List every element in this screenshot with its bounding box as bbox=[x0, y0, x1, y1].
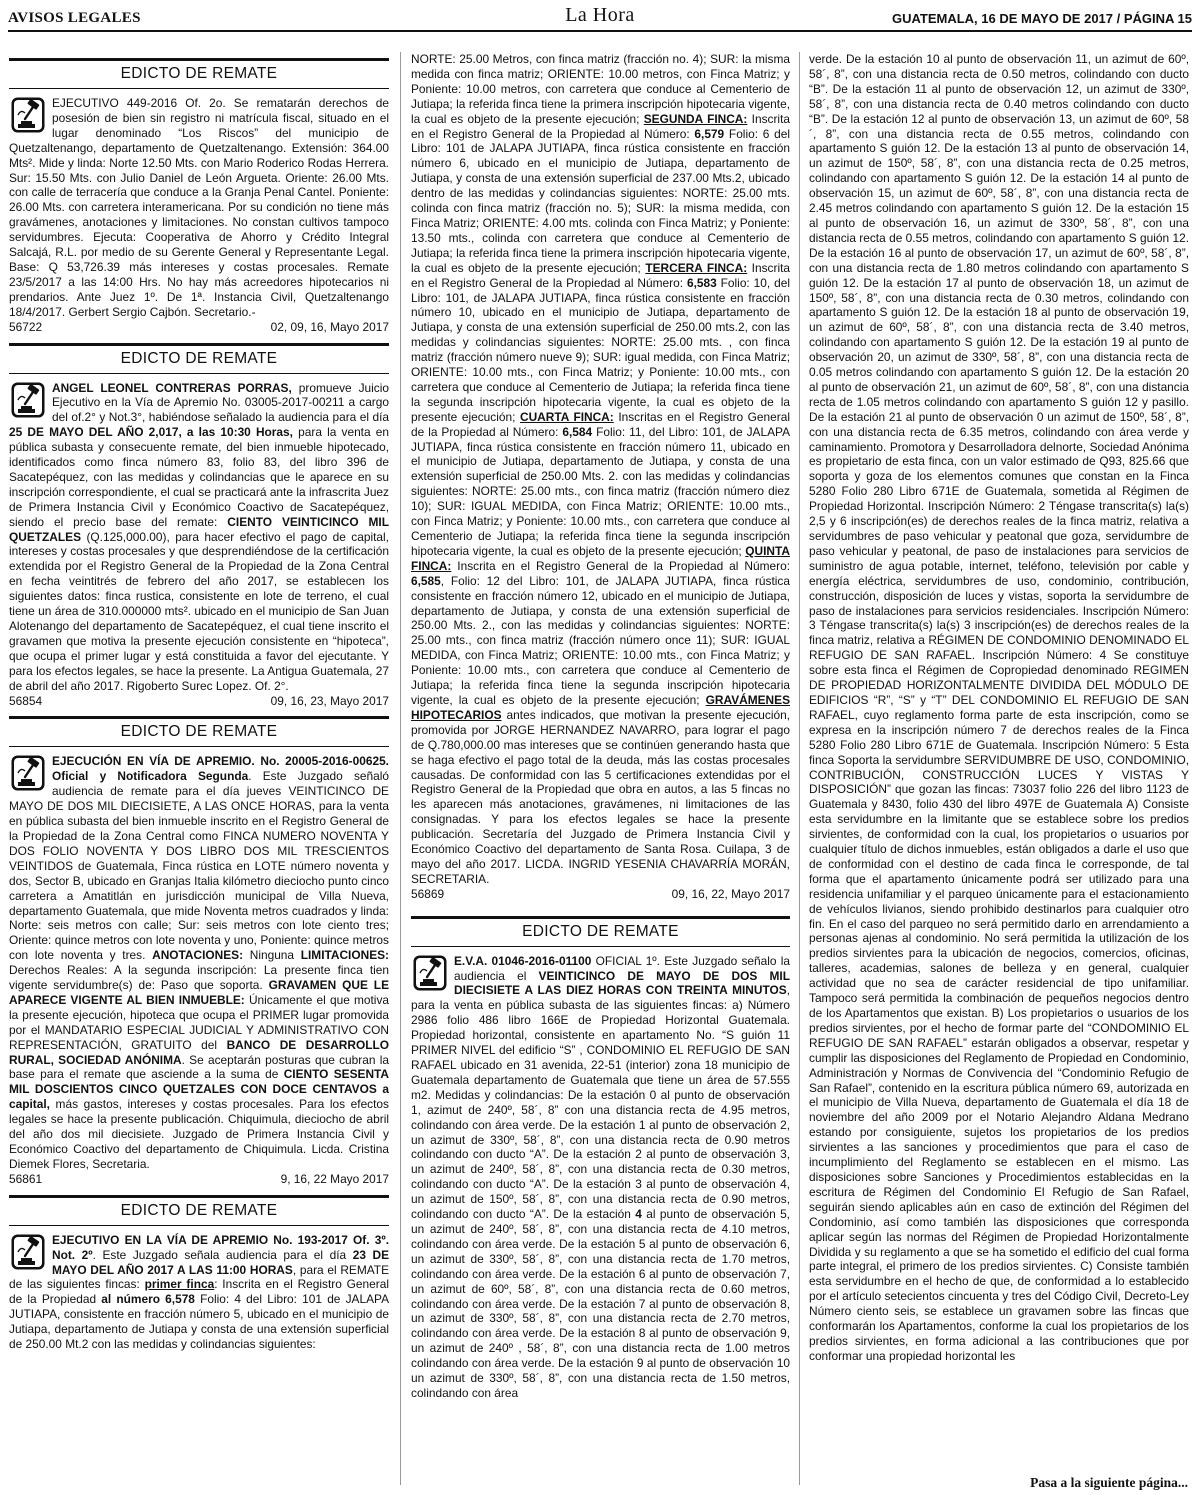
edict-title: EDICTO DE REMATE bbox=[9, 346, 389, 374]
section-title: AVISOS LEGALES bbox=[8, 9, 141, 26]
edict-ref: 56854 bbox=[9, 693, 43, 708]
newspaper-logo: La Hora bbox=[565, 4, 635, 26]
gavel-icon bbox=[11, 382, 45, 418]
continued-text: NORTE: 25.00 Metros, con finca matriz (fracción no. 4); SUR: la misma medida con finca matriz; ORIENTE: 10.00 metros, con Finca Matriz; y Poniente: 10.00 metros, con carretera que conduce al Cementerio de Jutiapa; la referida finca tiene la primera inscripción hipotecaria vigente, la cual es objeto de la presente ejecución; SEGUNDA FINCA: Inscrita en el Registro General de la Propiedad al Número: 6,579 Folio: 6 del Libro: 101 de JALAPA JUTIAPA, finca rústica consistente en fracción número 6, ubicado en el municipio de Jutiapa, departamento de Jutiapa, y consta de una extensión superficial de 237.00 Mts.2, ubicado dentro de las medidas y colindancias siguientes: NORTE: 25.00 mts. colinda con finca matriz (fracción no. 5); SUR: la misma medida, con Finca Matriz; ORIENTE: 4.00 mts. colinda con Finca Matriz; y Poniente: 13.50 mts., colinda con carretera que conduce al Cementerio de Jutiapa; la referida finca tiene la primera inscripción hipotecaria vigente, la cual es objeto de la presente ejecución; TERCERA FINCA: Inscrita en el Registro General de la Propiedad al Número: 6,583 Folio: 10, del Libro: 101, de JALAPA JUTIAPA, finca rústica consistente en fracción número 10, ubicado en el municipio de Jutiapa, departamento de Jutiapa, y consta de una extensión superficial de 250.00 mts.2, con las medidas y colindancias siguientes: NORTE: 25.00 mts. , con finca matriz (fracción número nueve 9); SUR: igual medida, con Finca Matriz; ORIENTE: 10.00 mts., con Finca Matriz; y Poniente: 10.00 mts., con carretera que conduce al Cementerio de Jutiapa; la referida finca tiene la segunda inscripción hipotecaria vigente, la cual es objeto de la presente ejecución; CUARTA FINCA: Inscritas en el Registro General de la Propiedad al Número: 6,584 Folio: 11, del Libro: 101, de JALAPA JUTIAPA, finca rústica consistente en fracción número 11, ubicado en el municipio de Jutiapa, departamento de Jutiapa, y consta de una extensión superficial de 250.00 Mts. 2. con las medidas y colindancias siguientes: NORTE: 25.00 mts., con finca matriz (fracción número diez 10); SUR: IGUAL MEDIDA, con Finca Matriz; ORIENTE: 10.00 mts., con Finca Matriz; y Poniente: 10.00 mts., con carretera que conduce al Cementerio de Jutiapa; la referida finca tiene la segunda inscripción hipotecaria vigente, la cual es objeto de la presente ejecución; QUINTA FINCA: Inscrita en el Registro General de la Propiedad al Número: 6,585, Folio: 12 del Libro: 101, de JALAPA JUTIAPA, finca rústica consistente en fracción número 12, ubicado en el municipio de Jutiapa, departamento de Jutiapa, y consta de una extensión superficial de 250.00 Mts. 2., con las medidas y colindancias siguientes: NORTE: 25.00 mts., con finca matriz (fracción número once 11); SUR: IGUAL MEDIDA, con Finca Matriz; ORIENTE: 10.00 mts., con Finca Matriz; y Poniente: 10.00 mts., con carretera que conduce al Cementerio de Jutiapa; la referida finca tiene la segunda inscripción hipotecaria vigente, la cual es objeto de la presente ejecución; GRAVÁMENES HIPOTECARIOS antes indicados, que motivan la presente ejecución, promovida por JORGE HERNANDEZ NAVARRO, para lograr el pago de Q.780,000.00 mas intereses que se continúen generando hasta que se haga efectivo el pago total de la deuda, más las costas procesales causadas. De conformidad con las 5 certificaciones extendidas por el Registro General de la Propiedad que obra en autos, a las 5 fincas no les aparecen más anotaciones, gravámenes, ni limitaciones de las consignadas. Y para los efectos legales se hace la presente publicación. Secretaría del Juzgado de Primera Instancia Civil y Económico Coactivo del departamento de Santa Rosa. Cuilapa, 3 de mayo del año 2017. LICDA. INGRID YESENIA CHAVARRÍA MORÁN, SECRETARIA. bbox=[411, 52, 790, 886]
edict-title: EDICTO DE REMATE bbox=[9, 1198, 389, 1226]
edict-footer bbox=[411, 887, 790, 902]
date-page-label: GUATEMALA, 16 DE MAYO DE 2017 / PÁGINA 15 bbox=[891, 10, 1192, 26]
edict-body: EJECUTIVO EN LA VÍA DE APREMIO No. 193-2017 Of. 3º. Not. 2º. Este Juzgado señala audiencia para el día 23 DE MAYO DEL AÑO 2017 A LAS 11:00 HORAS, para el REMATE de las siguientes fincas: primer finca: Inscrita en el Registro General de la Propiedad al número 6,578 Folio: 4 del Libro: 101 de JALAPA JUTIAPA, consistente en fracción número 5, ubicado en el municipio de Jutiapa, departamento de Jutiapa y consta de una extensión superficial de 250.00 Mt.2 con las medidas y colindancias siguientes: bbox=[9, 1232, 389, 1352]
edict-body: EJECUCIÓN EN VÍA DE APREMIO. No. 20005-2016-00625. Oficial y Notificadora Segunda. Este Juzgado señaló audiencia de remate para el día jueves VEINTICINCO DE MAYO DE DOS MIL DIECISIETE, A LAS ONCE HORAS, para la venta en pública subasta del bien inmueble inscrito en el Registro General de la Propiedad de la Zona Central como FINCA NUMERO NOVENTA Y DOS FOLIO NOVENTA Y DOS LIBRO DOS MIL TRESCIENTOS VEINTIDOS de Guatemala, Finca rústica en LOTE número noventa y dos, Sector B, ubicado en Granjas Italia kilómetro dieciocho punto cinco carretera a Amatitlán en jurisdicción municipal de Villa Nueva, departamento Guatemala, que mide Noventa metros cuadrados y linda: Norte: seis metros con calle; Sur: seis metros con lote ciento tres; Oriente: quince metros con lote noventa y uno, Poniente: quince metros con lote noventa y tres. ANOTACIONES: Ninguna LIMITACIONES: Derechos Reales: A la segunda inscripción: La presente finca tien vigente servidumbre(s) de: Paso que soporta. GRAVAMEN QUE LE APARECE VIGENTE AL BIEN INMUEBLE: Únicamente el que motiva la presente ejecución, hipoteca que ocupa el PRIMER lugar promovida por el MANDATARIO ESPECIAL JUDICIAL Y ADMINISTRATIVO CON REPRESENTACIÓN, GRATUITO del BANCO DE DESARROLLO RURAL, SOCIEDAD ANÓNIMA. Se aceptarán posturas que cubran la base para el remate que asciende a la suma de CIENTO SESENTA MIL DOSCIENTOS CINCO QUETZALES CON DOCE CENTAVOS a capital, más gastos, intereses y costas procesales. Para los efectos legales se hace la presente publicación. Chiquimula, dieciocho de abril del año dos mil diecisiete. Juzgado de Primera Instancia Civil y Económico Coactivo del departamento de Chiquimula. Licda. Cristina Diemek Flores, Secretaria. bbox=[9, 754, 389, 1171]
column-2 bbox=[411, 52, 790, 1489]
edict-notice bbox=[411, 916, 790, 1401]
edict-dates: 02, 09, 16, Mayo 2017 bbox=[270, 319, 389, 334]
edict-dates: 09, 16, 23, Mayo 2017 bbox=[270, 693, 389, 708]
edict-title: EDICTO DE REMATE bbox=[411, 919, 790, 947]
edict-notice bbox=[9, 58, 389, 335]
edict-ref: 56722 bbox=[9, 319, 43, 334]
gavel-icon bbox=[413, 955, 447, 991]
edict-footer bbox=[9, 1172, 389, 1187]
edict-footer bbox=[9, 320, 389, 335]
edict-ref: 56869 bbox=[411, 886, 445, 901]
gavel-icon bbox=[11, 97, 45, 133]
column-3 bbox=[809, 52, 1189, 1489]
edict-ref: 56861 bbox=[9, 1171, 43, 1186]
edict-notice bbox=[9, 343, 389, 709]
edict-title: EDICTO DE REMATE bbox=[9, 719, 389, 747]
edict-dates: 9, 16, 22 Mayo 2017 bbox=[280, 1171, 389, 1186]
edict-footer bbox=[9, 694, 389, 709]
column-divider bbox=[799, 52, 800, 1485]
edict-dates: 09, 16, 22, Mayo 2017 bbox=[671, 886, 790, 901]
edict-body: E.V.A. 01046-2016-01100 OFICIAL 1º. Este Juzgado señalo la audiencia el VEINTICINCO DE MAYO DE DOS MIL DIECISIETE A LAS DIEZ HORAS CON TREINTA MINUTOS, para la venta en pública subasta de las siguientes fincas: a) Número 2986 folio 486 libro 166E de Propiedad Horizontal Guatemala. Propiedad horizontal, consistente en apartamento No. “S guión 11 PRIMER NIVEL del edificio “S” , CONDOMINIO EL REFUGIO DE SAN RAFAEL ubicado en 31 avenida, 22-51 (interior) zona 18 municipio de Guatemala departamento de Guatemala que tiene un área de 57.555 m2. Medidas y colindancias: De la estación 0 al punto de observación 1, azimut de 240º, 58´, 8” con una distancia recta de 4.95 metros, colindando con área verde. De la estación 1 al punto de observación 2, un azimut de 330º, 58´, 8”, con una distancia recta de 0.90 metros colindando con ducto “A”. De la estación 2 al punto de observación 3, un azimut de 240º, 58´, 8”, con una distancia recta de 0.30 metros, colindando con ducto “A”. De la estación 3 al punto de observación 4, un azimut de 150º, 58´, 8”, con una distancia recta de 0.90 metros, colindando con ducto “A”. De la estación 4 al punto de observación 5, un azimut de 240º, 58´, 8”, con una distancia recta de 4.10 metros, colindando con área verde. De la estación 5 al punto de observación 6, un azimut de 330º, 58´, 8”, con una distancia recta de 1.70 metros, colindando con área verde. De la estación 6 al punto de observación 7, un azimut de 60º, 58´, 8”, con una distancia recta de 0.60 metros, colindando con área verde. De la estación 7 al punto de observación 8, un azimut de 330º, 58´, 8”, con una distancia recta de 2.70 metros, colindando con área verde. De la estación 8 al punto de observación 9, un azimut de 240º , 58´, 8”, con una distancia recta de 1.00 metros colindando con área verde. De la estación 9 al punto de observación 10 un azimut de 330º, 58´, 8”, con una distancia recta de 1.50 metros, colindando con área bbox=[411, 953, 790, 1400]
edict-title: EDICTO DE REMATE bbox=[9, 61, 389, 89]
edict-notice bbox=[9, 1195, 389, 1352]
column-divider bbox=[400, 52, 401, 1485]
edict-body: EJECUTIVO 449-2016 Of. 2o. Se rematarán derechos de posesión de bien sin registro ni matrícula fiscal, situado en el lugar denominado “Los Riscos” del municipio de Quetzaltenango, departamento de Quetzaltenango. Extensión: 364.00 Mts². Mide y linda: Norte 12.50 Mts. con Mario Roderico Rodas Herrera. Sur: 15.50 Mts. con Julio Daniel de León Argueta. Oriente: 26.00 Mts. con calle de terracería que conduce a la Granja Penal Cantel. Poniente: 26.00 Mts. con carretera interamericana. Por su condición no tiene más gravámenes, anotaciones y limitaciones. No constan cultivos tampoco servidumbres. Ejecuta: Cooperativa de Ahorro y Crédito Integral Salcajá, R.L. por medio de su Gerente General y Representante Legal. Base: Q 53,726.39 más intereses y costas procesales. Remate 23/5/2017 a las 14:00 Hrs. No hay más acreedores hipotecarios ni prendarios. Ante Juez 1º. De 1ª. Instancia Civil, Quetzaltenango 18/4/2017. Gerbert Sergio Cajbón. Secretario.- bbox=[9, 96, 389, 319]
continued-text: verde. De la estación 10 al punto de observación 11, un azimut de 60º, 58´, 8”, con una distancia recta de 0.50 metros, colindando con ducto “B”. De la estación 11 al punto de observación 12, un azimut de 330º, 58´, 8”, con una distancia recta de 0.40 metros colindando con ducto “B”. De la estación 12 al punto de observación 13, un azimut de 60º, 58´, 8”, con una distancia recta de 0.55 metros, colindando con apartamento S guión 12. De la estación 13 al punto de observación 14, un azimut de 150º, 58´, 8”, con una distancia recta de 0.25 metros, colindando con apartamento S guión 12. De la estación 14 al punto de observación 15, un azimut de 60º, 58´, 8”, con una distancia recta de 2.45 metros colindando con apartamento S guión 12. De la estación 15 al punto de observación 16, un azimut de 330º, 58´, 8”, con una distancia recta de 0.55 metros, colindando con apartamento S guión 12. De la estación 16 al punto de observación 17, un azimut de 60º, 58´, 8”, con una distancia recta de 1.80 metros colindando con apartamento S guión 12. De la estación 17 al punto de observación 18, un azimut de 150º, 58´, 8”, con una distancia recta de 0.30 metros, colindando con apartamento S guión 12. De la estación 18 al punto de observación 19, un azimut de 60º, 58´, 8”, con una distancia recta de 3.40 metros, colindando con apartamento S guión 12. De la estación 19 al punto de observación 20, un azimut de 330º, 58´, 8”, con una distancia recta de 0.05 metros colindando con apartamento S guión 12. De la estación 20 al punto de observación 21, un azimut de 60º, 58´, 8”, con una distancia recta de 1.05 metros colindando con apartamento S guión 12 y pasillo. De la estación 21 al punto de observación 0 un azimut de 150º, 58´, 8”, con una distancia recta de 6.35 metros, colindando con área verde y caminamiento. Promotora y Desarrolladora delnorte, Sociedad Anónima es propietario de esta finca, con un valor estimado de Q93, 825.66 que soporta y goza de los elementos comunes que constan en la Finca 5280 Folio 280 Libro 671E de Guatemala, sometida al Régimen de Propiedad Horizontal. Inscripción Número: 2 Téngase transcrita(s) la(s) 2,5 y 6 inscripción(es) de derechos reales de la finca matriz, relativa a servidumbres de paso vehicular y peatonal que goza, servidumbre de paso vehicular y peatonal, de paso de instalaciones para servicios de suministro de agua potable, internet, teléfono, televisión por cable y energía eléctrica, servidumbres de uso, condominio, contribución, construcción, disposición de luces y vistas, soporta la servidumbre de paso de instalaciones para servicios residenciales. Inscripción Número: 3 Téngase transcrita(s) la(s) 3 inscripción(es) de derechos reales de la finca matriz, relativa a RÉGIMEN DE CONDOMINIO DENOMINADO EL REFUGIO DE SAN RAFAEL. Inscripción Número: 4 Se constituye sobre esta finca el Régimen de Copropiedad denominado REGIMEN DE PROPIEDAD HORIZONTALMENTE DIVIDIDA DEL MÓDULO DE EDIFICIOS “R”, “S” y “T” DEL CONDOMINIO EL REFUGIO DE SAN RAFAEL, cuyo reglamento forma parte de esta inscripción, como se expresa en la inscripción número 7 de derechos reales de la Finca 5280 Folio 280 Libro 671E de Guatemala. Inscripción Número: 5 Esta finca Soporta la servidumbre SERVIDUMBRE DE USO, CONDOMINIO, CONTRIBUCIÓN, CONSTRUCCIÓN LUCES Y VISTAS Y DISPOSICIÓN” que gozan las fincas: 73037 folio 226 del libro 1123 de Guatemala y 8430, folio 430 del libro 497E de Guatemala A) Consiste esta servidumbre en la limitante que se establece sobre los predios sirvientes, de conformidad con la cual, los propietarios o usuarios por cualquier título de dichos inmuebles, están obligados a darle el uso que de conformidad con el destino de cada finca le corresponde, de tal forma que el apartamento únicamente podrá ser utilizado para una residencia unifamiliar y el parqueo únicamente para el estacionamiento de vehículos livianos, siendo prohibido destinarlos para cualquier otro fin. En el caso del parqueo no será permitido darlo en arrendamiento a personas ajenas al condominio. No será permitida la utilización de los predios sirvientes para la ubicación de negocios, comercios, oficinas, talleres, academias, salones de belleza y en general, cualquier actividad que no sea de carácter residencial de tipo unifamiliar. Tampoco será permitida la combinación de pequeños negocios dentro de los Apartamentos que existan. B) Los propietarios o usuarios de los predios sirvientes, por el hecho de formar parte del “CONDOMINIO EL REFUGIO DE SAN RAFAEL” estarán obligados a observar, respetar y cumplir las disposiciones del Reglamento de Propiedad en Condominio, Administración y Normas de Convivencia del “Condominio Refugio de San Rafael”, contenido en la escritura pública número 69, autorizada en el municipio de Villa Nueva, departamento de Guatemala el día 18 de noviembre del año 2009 por el Notario Alejandro Aldana Medrano estando por consiguiente, sujetos los propietarios de los predios sirvientes a las sanciones y procedimientos que para el caso de incumplimiento del Reglamento se establecen en el mismo. Las disposiciones sobre Sanciones y Procedimientos establecidas en la escritura de Régimen del Condominio El Refugio de San Rafael, seguirán siendo aplicables aún en caso de extinción del Régimen del Condominio, así como también las disposiciones que corresponda aplicar según las normas del Régimen de Propiedad Horizontalmente Dividida y su reglamento a que se ha sometido el edificio del cual forma parte integral, el primero de los predios sirvientes. C) Consiste también esta servidumbre en el hecho de que, de conformidad a lo establecido por el artículo setecientos cincuenta y tres del Código Civil, Decreto-Ley Número ciento seis, se establece un gravamen sobre las fincas que conformarán los Apartamentos, conforme la cual los propietarios de los predios sirvientes, en forma adicional a las contribuciones que por conformar una propiedad horizontal les bbox=[809, 52, 1189, 1363]
gavel-icon bbox=[11, 1234, 45, 1270]
edict-body: ANGEL LEONEL CONTRERAS PORRAS, promueve Juicio Ejecutivo en la Vía de Apremio No. 03005-2017-00211 a cargo del of.2° y Not.3°, habiéndose señalado la audiencia para el día 25 DE MAYO DEL AÑO 2,017, a las 10:30 Horas, para la venta en pública subasta y consecuente remate, del bien inmueble hipotecado, identificados como finca número 83, folio 83, del libro 396 de Sacatepéquez, con las medidas y colindancias que le aparece en su inscripción correspondiente, el cual se practicará ante la infrascrita Juez de Primera Instancia Civil y Económico Coactivo de Sacatepéquez, siendo el precio base del remate: CIENTO VEINTICINCO MIL QUETZALES (Q.125,000.00), para hacer efectivo el pago de capital, intereses y costas procesales y que desprendiéndose de la certificación extendida por el Registro General de la Propiedad de la Zona Central en fecha veintitrés de febrero del año 2017, se establecen los siguientes datos: finca rustica, consistente en lote de terreno, el cual tiene un área de 310.000000 mts². ubicado en el municipio de San Juan Alotenango del departamento de Sacatepéquez, el cual tiene inscrito el gravamen que motiva la presente ejecución consistente en “hipoteca”, que ocupa el primer lugar y está constituida a favor del ejecutante. Y para los efectos legales, se hace la presente. La Antigua Guatemala, 27 de abril del año 2017. Rigoberto Surec Lopez. Of. 2°. bbox=[9, 380, 389, 693]
edict-notice bbox=[9, 716, 389, 1186]
masthead bbox=[8, 6, 1192, 32]
column-1 bbox=[9, 58, 389, 1489]
continue-note: Pasa a la siguiente página... bbox=[1030, 1475, 1188, 1490]
gavel-icon bbox=[11, 755, 45, 791]
